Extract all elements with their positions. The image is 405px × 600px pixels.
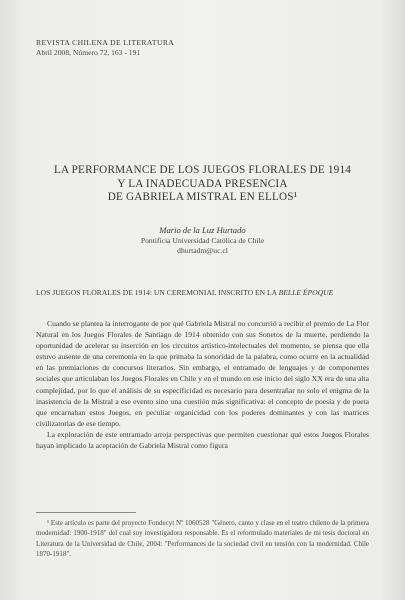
title-line: Y LA INADECUADA PRESENCIA bbox=[117, 177, 288, 190]
journal-header bbox=[36, 38, 174, 58]
section-heading bbox=[36, 288, 369, 298]
article-title bbox=[0, 164, 405, 205]
author-affiliation: Pontificia Universidad Católica de Chile bbox=[140, 236, 265, 245]
title-line: DE GABRIELA MISTRAL EN ELLOS¹ bbox=[107, 191, 298, 203]
title-line: LA PERFORMANCE DE LOS JUEGOS FLORALES DE 1914 bbox=[53, 164, 352, 176]
body-paragraph: La exploración de este entramado arroja perspectivas que permiten cuestionar qué estos Juegos Florales hayan implicado la aceptación de Gabriela Mistral como figura bbox=[36, 429, 369, 451]
footnote-divider bbox=[36, 512, 136, 513]
section-heading-text: LOS JUEGOS FLORALES DE 1914: UN CEREMONIAL INSCRITO EN LA bbox=[36, 288, 277, 297]
footnote: ¹ Este artículo es parte del proyecto Fondecyt Nº 1060528 "Género, canto y clase en el teatro chileno de la primera modernidad: 1900-1918" del cual soy investigadora responsable. Es el reformulado materiales de mi tesis doctoral en Literatura de la Universidad de Chile, 2004: "Performances de la sociedad civil en tensión con la modernidad. Chile 1870-1918". bbox=[36, 519, 369, 558]
journal-issue: Abril 2008, Número 72, 163 - 191 bbox=[36, 48, 141, 57]
author-name: Mario de la Luz Hurtado bbox=[159, 225, 246, 235]
author-block bbox=[0, 225, 405, 256]
body-text bbox=[36, 318, 369, 451]
journal-name: REVISTA CHILENA DE LITERATURA bbox=[36, 38, 175, 47]
section-heading-italic: BELLE ÉPOQUE bbox=[278, 288, 334, 297]
author-email[interactable]: dhurtadm@uc.cl bbox=[177, 246, 228, 255]
body-paragraph: Cuando se plantea la interrogante de por qué Gabriela Mistral no concurrió a recibir el premio de La Flor Natural en los Juegos Florales de Santiago de 1914 obtenido con sus Sonetos de la muerte, perdiendo la oportunidad de acelerar su inserción en los circuitos artístico-intelectuales del momento, se piensa que ella estuvo ausente de una ceremonia en la que primaba la sonoridad de la palabra, como ocurre en la actualidad en las premiaciones de concursos literarios. Sin embargo, el entramado de lenguajes y de componentes sociales que articulaban los Juegos Florales en Chile y en el mundo en ese inicio del siglo XX era de una alta complejidad, por lo que el análisis de su especificidad es necesario para desentrañar no solo el enigma de la inasistencia de la Mistral a ese evento sino una cuestión más significativa: el concepto de poesía y de poeta que encarnaban estos Juegos, en peculiar organicidad con los poderes dominantes y con las matrices civilizatorias de ese tiempo. bbox=[36, 319, 369, 428]
